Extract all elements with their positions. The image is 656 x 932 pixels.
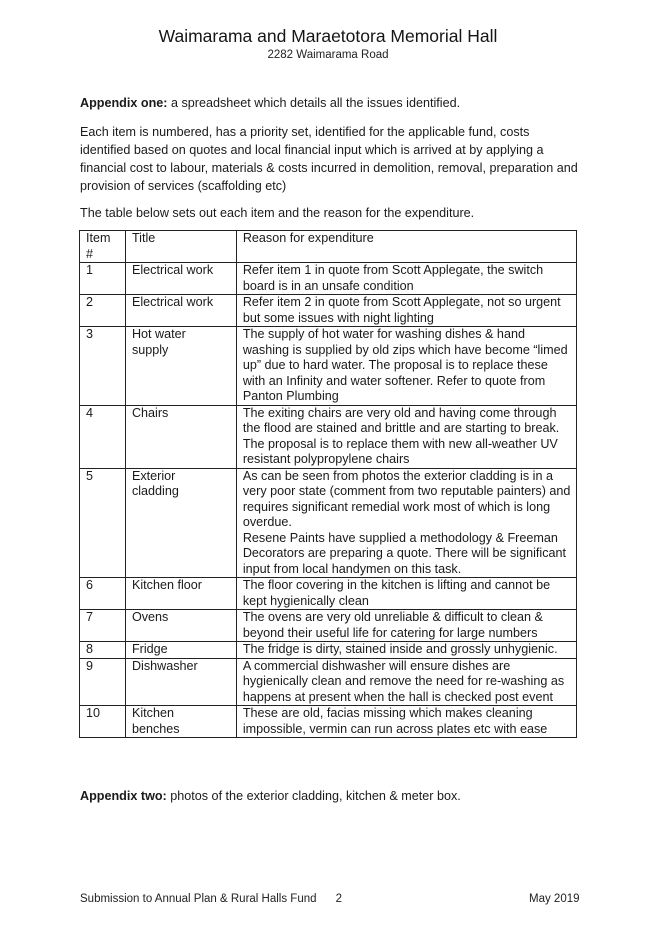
table-row (80, 658, 577, 706)
appendix-two-paragraph (80, 787, 590, 805)
item-title-cell (125, 405, 236, 468)
item-reason-paragraph: The fridge is dirty, stained inside and grossly unhygienic. (242, 642, 558, 656)
item-number-cell: 3 (80, 327, 126, 406)
table-row (80, 610, 577, 642)
item-reason-paragraph: The supply of hot water for washing dishes & hand washing is supplied by old zips which have become “limed up” due to hard water. The proposal is to replace these with an Infinity and water softener. Refer to quote from Panton Plumbing (242, 327, 568, 403)
item-title-line: Hot water (131, 327, 186, 341)
table-intro-paragraph: The table below sets out each item and the reason for the expenditure. (80, 206, 475, 220)
item-title-line: benches (131, 721, 180, 736)
item-reason-cell (236, 295, 576, 327)
appendix-two-text: photos of the exterior cladding, kitchen & meter box. (166, 789, 461, 803)
item-title-cell (125, 327, 236, 406)
item-reason-cell (236, 468, 576, 578)
item-reason-paragraph: A commercial dishwasher will ensure dishes are hygienically clean and remove the need for re-washing as happens at present when the hall is checked post event (242, 658, 565, 704)
item-title-line: Dishwasher (131, 658, 198, 673)
item-title-cell (125, 706, 236, 738)
table-row (80, 327, 577, 406)
item-number-cell: 5 (80, 468, 126, 578)
item-reason-cell (236, 405, 576, 468)
item-reason-cell (236, 706, 576, 738)
table-row (80, 405, 577, 468)
table-row (80, 706, 577, 738)
item-number-cell: 2 (80, 295, 126, 327)
item-title-line: Exterior (131, 468, 176, 483)
item-number-cell: 6 (80, 578, 126, 610)
document-address: 2282 Waimarama Road (267, 49, 389, 61)
table-header-row (80, 231, 577, 263)
item-number-cell: 10 (80, 706, 126, 738)
header-item: Item # (80, 231, 126, 263)
appendix-one-label: Appendix one: (80, 96, 168, 110)
table-row (80, 468, 577, 578)
header-title: Title (125, 231, 236, 263)
document-title: Waimarama and Maraetotora Memorial Hall (158, 26, 498, 46)
description-paragraph: Each item is numbered, has a priority set, identified for the applicable fund, costs identified based on quotes and local financial input which is arrived at by applying a financial cost to labour, materials & costs incurred in demolition, removal, preparation and provision of services (scaffolding etc) (80, 125, 578, 193)
item-title-cell (125, 578, 236, 610)
footer-left: Submission to Annual Plan & Rural Halls Fund 2 (80, 893, 343, 905)
item-reason-cell (236, 327, 576, 406)
table-row (80, 295, 577, 327)
table-row (80, 642, 577, 659)
item-title-cell (125, 468, 236, 578)
item-title-line: Kitchen floor (131, 578, 202, 592)
item-reason-paragraph: The ovens are very old unreliable & difficult to clean & beyond their useful life for catering for large numbers (242, 610, 543, 640)
table-row (80, 263, 577, 295)
appendix-one-text: a spreadsheet which details all the issues identified. (167, 96, 461, 110)
issues-table-body (80, 263, 577, 738)
footer-date: May 2019 (529, 893, 580, 905)
item-title-cell (125, 295, 236, 327)
item-title-line: Fridge (131, 642, 168, 656)
item-reason-cell (236, 578, 576, 610)
issues-table (79, 230, 577, 738)
item-title-cell (125, 642, 236, 659)
table-row (80, 578, 577, 610)
item-reason-cell (236, 610, 576, 642)
item-reason-paragraph: Refer item 1 in quote from Scott Applegate, the switch board is in an unsafe condition (242, 263, 544, 293)
item-title-cell (125, 610, 236, 642)
item-title-cell (125, 263, 236, 295)
item-number-cell: 7 (80, 610, 126, 642)
item-number-cell: 9 (80, 658, 126, 706)
item-reason-cell (236, 658, 576, 706)
item-reason-paragraph: The exiting chairs are very old and having come through the flood are stained and brittle and are starting to break. The proposal is to replace them with new all-weather UV resistant polypropylene chairs (242, 405, 560, 466)
appendix-two-label: Appendix two: (80, 789, 167, 803)
item-title-line: supply (131, 342, 169, 357)
item-reason-paragraph: These are old, facias missing which makes cleaning impossible, vermin can run across plates etc with ease (242, 706, 548, 736)
item-title-line: Electrical work (131, 295, 214, 309)
header-reason: Reason for expenditure (236, 231, 576, 263)
item-title-line: Chairs (131, 405, 169, 420)
item-title-line: Ovens (131, 610, 169, 624)
appendix-one-paragraph (80, 94, 590, 112)
item-reason-paragraph: As can be seen from photos the exterior cladding is in a very poor state (comment from two reputable painters) and requires significant remedial work most of which is long overdue. (242, 468, 571, 529)
item-number-cell: 1 (80, 263, 126, 295)
item-reason-paragraph: Resene Paints have supplied a methodology & Freeman Decorators are preparing a quote. There will be significant input from local handymen on this task. (242, 530, 567, 576)
item-number-cell: 8 (80, 642, 126, 659)
item-reason-paragraph: Refer item 2 in quote from Scott Applegate, not so urgent but some issues with night lighting (242, 295, 561, 325)
item-title-line: Kitchen (131, 706, 174, 720)
item-reason-cell (236, 263, 576, 295)
item-reason-cell (236, 642, 576, 659)
item-title-cell (125, 658, 236, 706)
item-number-cell: 4 (80, 405, 126, 468)
item-reason-paragraph: The floor covering in the kitchen is lifting and cannot be kept hygienically clean (242, 578, 551, 608)
item-title-line: Electrical work (131, 263, 214, 277)
item-title-line: cladding (131, 484, 179, 498)
